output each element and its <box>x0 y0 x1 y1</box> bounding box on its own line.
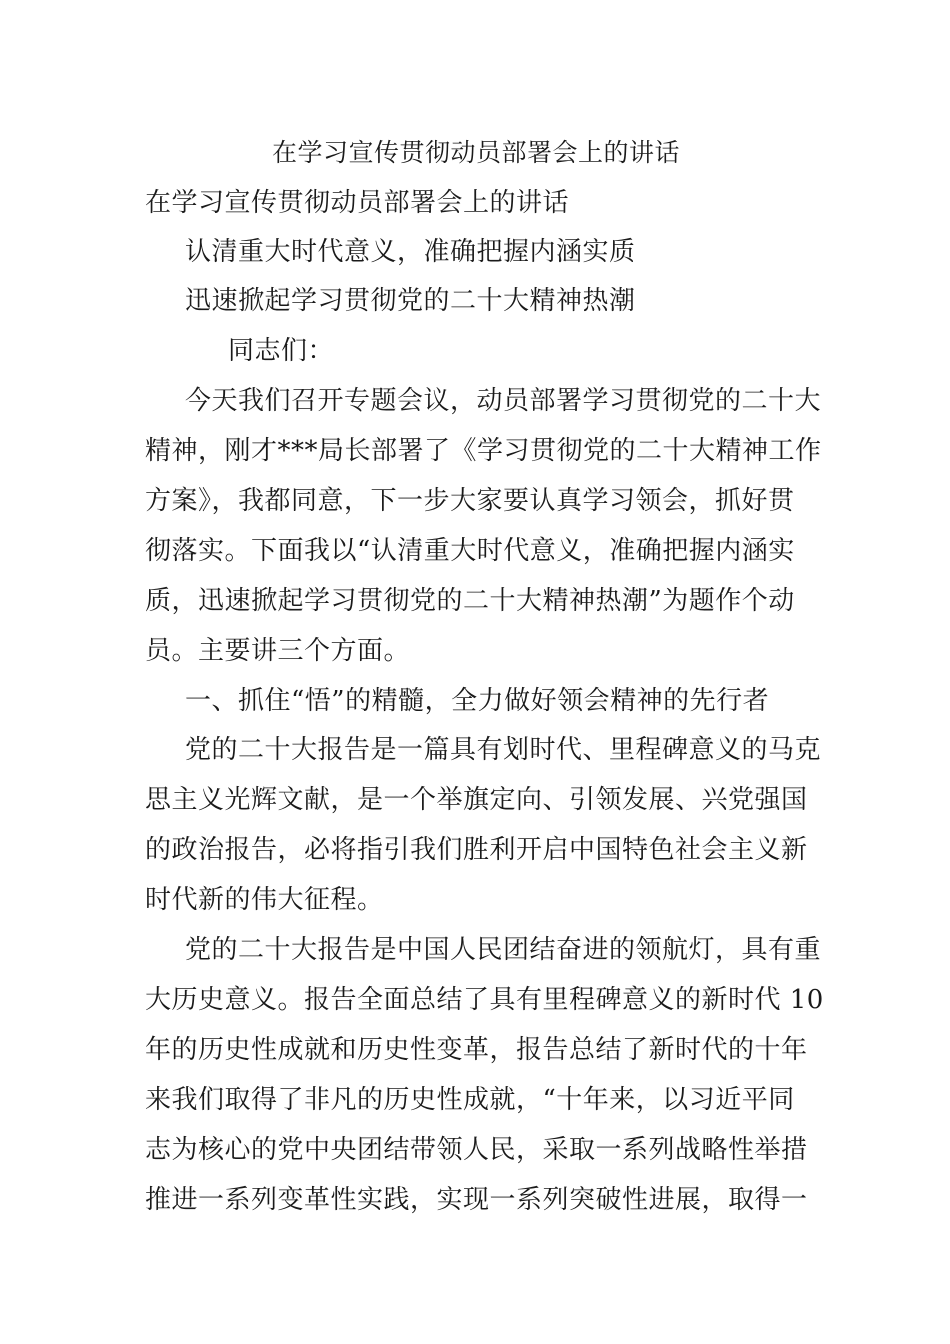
paragraph-2-line: 思主义光辉文献，是一个举旗定向、引领发展、兴党强国 <box>145 785 808 815</box>
paragraph-3-line: 大历史意义。报告全面总结了具有里程碑意义的新时代 10 <box>145 985 824 1015</box>
paragraph-2-line: 党的二十大报告是一篇具有划时代、里程碑意义的马克 <box>185 735 822 765</box>
paragraph-3-line: 志为核心的党中央团结带领人民，采取一系列战略性举措 <box>145 1135 808 1165</box>
document-title: 在学习宣传贯彻动员部署会上的讲话 <box>272 138 681 167</box>
headline-1: 认清重大时代意义，准确把握内涵实质 <box>185 237 636 267</box>
paragraph-1-line: 今天我们召开专题会议，动员部署学习贯彻党的二十大 <box>185 386 822 416</box>
paragraph-3-line: 年的历史性成就和历史性变革，报告总结了新时代的十年 <box>145 1035 808 1065</box>
paragraph-3-line: 党的二十大报告是中国人民团结奋进的领航灯，具有重 <box>185 935 822 965</box>
headline-2: 迅速掀起学习贯彻党的二十大精神热潮 <box>185 286 636 316</box>
document-subtitle: 在学习宣传贯彻动员部署会上的讲话 <box>145 188 570 218</box>
paragraph-1-line: 质，迅速掀起学习贯彻党的二十大精神热潮”为题作个动 <box>145 586 795 616</box>
paragraph-2-line: 的政治报告，必将指引我们胜利开启中国特色社会主义新 <box>145 835 808 865</box>
paragraph-1-line: 精神，刚才***局长部署了《学习贯彻党的二十大精神工作 <box>145 436 822 466</box>
section-1-heading: 一、抓住“悟”的精髓，全力做好领会精神的先行者 <box>185 686 770 716</box>
paragraph-1-line: 彻落实。下面我以“认清重大时代意义，准确把握内涵实 <box>145 536 795 566</box>
paragraph-3-line: 来我们取得了非凡的历史性成就，“十年来，以习近平同 <box>145 1085 795 1115</box>
paragraph-3-line: 推进一系列变革性实践，实现一系列突破性进展，取得一 <box>145 1185 808 1215</box>
paragraph-2-line: 时代新的伟大征程。 <box>145 885 384 915</box>
paragraph-1-line: 方案》，我都同意，下一步大家要认真学习领会，抓好贯 <box>145 486 795 516</box>
salutation: 同志们： <box>228 336 335 366</box>
paragraph-1-line: 员。主要讲三个方面。 <box>145 636 411 666</box>
